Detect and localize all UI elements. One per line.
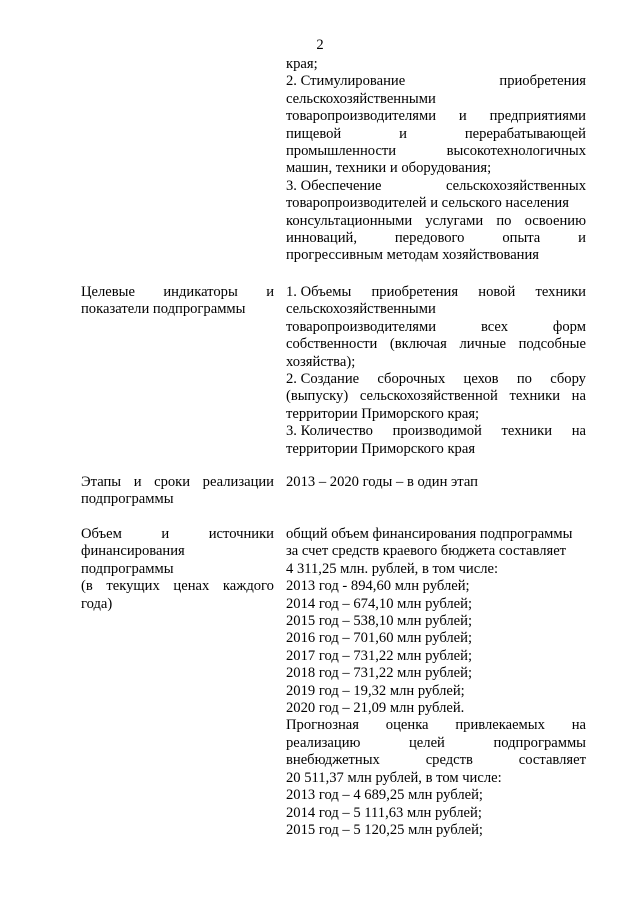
text-fragment: приобретения	[371, 284, 459, 300]
text-fragment: по	[496, 212, 512, 229]
text-line	[286, 319, 586, 336]
text-fragment: высокотехнологичных	[446, 143, 586, 160]
text-fragment: сбору	[550, 371, 586, 388]
text-line	[286, 213, 586, 230]
text-fragment: оценка	[385, 717, 429, 734]
text-line	[286, 247, 586, 264]
text-fragment: передового	[394, 230, 465, 247]
text-fragment: производимой	[392, 423, 482, 440]
text-fragment: Этапы	[81, 474, 122, 490]
text-line	[286, 56, 586, 73]
text-fragment: 2014 год – 5 111,63 млн рублей;	[286, 804, 482, 821]
text-fragment: 2013 – 2020 годы – в один этап	[286, 474, 478, 490]
text-line	[286, 143, 586, 160]
text-fragment: машин, техники и оборудования;	[286, 160, 492, 177]
text-fragment: техники	[509, 388, 561, 405]
text-fragment: освоению	[524, 212, 586, 229]
text-fragment: сельскохозяйственных	[445, 177, 586, 194]
text-fragment: за счет средств краевого бюджета составляет	[286, 543, 567, 560]
text-fragment: и	[133, 474, 142, 490]
text-fragment: индикаторы	[163, 284, 238, 300]
text-line	[81, 578, 274, 595]
text-line	[286, 735, 586, 752]
text-fragment: и	[266, 284, 274, 300]
text-fragment: 2015 год – 538,10 млн рублей;	[286, 613, 473, 630]
text-fragment: источники	[208, 526, 274, 542]
text-fragment: ценах	[173, 578, 210, 595]
text-fragment: новой	[478, 284, 516, 300]
text-fragment: (выпуску)	[286, 388, 349, 405]
text-line	[286, 770, 586, 787]
text-fragment: края;	[286, 56, 318, 72]
text-line	[286, 406, 586, 423]
text-line	[286, 648, 586, 665]
text-line	[286, 630, 586, 647]
text-line	[286, 284, 586, 301]
text-line	[286, 354, 586, 371]
text-fragment: каждого	[222, 578, 274, 595]
text-fragment: финансирования	[81, 543, 185, 560]
text-fragment: внебюджетных	[286, 752, 380, 769]
funding-value	[286, 526, 586, 839]
stages-label	[81, 474, 274, 509]
text-fragment: по	[516, 371, 532, 388]
text-fragment: подпрограммы	[81, 560, 174, 577]
text-line	[286, 596, 586, 613]
text-fragment: на	[571, 388, 586, 405]
text-fragment: форм	[552, 318, 586, 335]
text-fragment: на	[571, 717, 586, 734]
text-line	[286, 178, 586, 195]
text-line	[81, 543, 274, 560]
text-fragment: 1. Объемы	[286, 284, 352, 300]
text-line	[286, 700, 586, 717]
text-fragment: 2016 год – 701,60 млн рублей;	[286, 630, 473, 647]
text-line	[286, 578, 586, 595]
text-line	[286, 230, 586, 247]
text-fragment: реализацию	[286, 734, 361, 751]
text-fragment: консультационными	[286, 212, 413, 229]
text-fragment: на	[571, 423, 586, 440]
text-fragment: подсобные	[518, 336, 586, 353]
text-line	[286, 822, 586, 839]
text-fragment: составляет	[518, 752, 586, 769]
text-line	[286, 301, 586, 318]
text-fragment: промышленности	[286, 143, 397, 160]
text-fragment: 2019 год – 19,32 млн рублей;	[286, 682, 465, 699]
text-fragment: 2018 год – 731,22 млн рублей;	[286, 665, 473, 682]
text-line	[286, 613, 586, 630]
text-fragment: 2017 год – 731,22 млн рублей;	[286, 647, 473, 664]
text-line	[81, 491, 274, 508]
text-fragment: товаропроизводителями	[286, 108, 437, 125]
text-fragment: показатели подпрограммы	[81, 301, 246, 318]
text-fragment: года)	[81, 595, 113, 612]
text-line	[81, 301, 274, 318]
text-fragment: 2014 год – 674,10 млн рублей;	[286, 595, 473, 612]
text-line	[286, 91, 586, 108]
text-fragment: и	[161, 526, 170, 542]
text-fragment: личные	[459, 336, 506, 353]
text-fragment: собственности	[286, 336, 378, 353]
text-fragment: реализации	[202, 474, 274, 490]
text-fragment: общий объем финансирования подпрограммы	[286, 526, 573, 542]
text-line	[286, 73, 586, 90]
text-fragment: сельскохозяйственными	[286, 90, 436, 107]
text-fragment: товаропроизводителей и сельского населения	[286, 195, 569, 212]
text-fragment: 2. Создание	[286, 371, 360, 388]
text-fragment: сельскохозяйственной	[359, 388, 498, 405]
text-fragment: средств	[425, 752, 473, 769]
text-fragment: сельскохозяйственными	[286, 301, 436, 318]
text-fragment: 3. Обеспечение	[286, 177, 382, 194]
text-fragment: 2020 год – 21,09 млн рублей.	[286, 700, 465, 717]
text-line	[286, 423, 586, 440]
text-line	[286, 665, 586, 682]
text-line	[81, 596, 274, 613]
text-fragment: текущих	[106, 578, 160, 595]
text-line	[286, 160, 586, 177]
text-line	[286, 543, 586, 560]
text-fragment: пищевой	[286, 125, 342, 142]
text-fragment: техники	[501, 423, 553, 440]
text-fragment: Объем	[81, 526, 122, 542]
text-fragment: 20 511,37 млн рублей, в том числе:	[286, 769, 502, 786]
text-fragment: услугами	[425, 212, 484, 229]
text-fragment: территории Приморского края	[286, 440, 476, 457]
text-line	[286, 336, 586, 353]
text-fragment: 2013 год – 4 689,25 млн рублей;	[286, 787, 483, 804]
indicators-value	[286, 284, 586, 458]
text-fragment: перерабатывающей	[464, 125, 586, 142]
text-fragment: и	[399, 125, 407, 142]
page-number: 2	[316, 37, 324, 53]
text-line	[286, 474, 586, 491]
text-fragment: подпрограммы	[81, 491, 174, 508]
text-line	[286, 195, 586, 212]
text-fragment: хозяйства);	[286, 353, 356, 370]
text-fragment: целей	[409, 734, 445, 751]
text-line	[81, 284, 274, 301]
text-fragment: приобретения	[499, 73, 586, 90]
continuation-text	[286, 56, 586, 265]
text-line	[286, 126, 586, 143]
text-line	[286, 717, 586, 734]
text-fragment: цехов	[463, 371, 499, 388]
text-fragment: привлекаемых	[455, 717, 545, 734]
text-line	[286, 526, 586, 543]
text-line	[286, 371, 586, 388]
stages-value	[286, 474, 586, 491]
text-fragment: прогрессивным методам хозяйствования	[286, 247, 540, 264]
text-line	[81, 474, 274, 491]
text-fragment: сроки	[154, 474, 191, 490]
text-line	[81, 526, 274, 543]
text-line	[286, 108, 586, 125]
text-line	[286, 561, 586, 578]
text-fragment: сборочных	[377, 371, 446, 388]
text-line	[286, 441, 586, 458]
text-fragment: 2013 год - 894,60 млн рублей;	[286, 578, 470, 595]
text-fragment: техники	[535, 284, 586, 300]
text-fragment: Прогнозная	[286, 717, 359, 734]
text-fragment: всех	[480, 318, 508, 335]
text-fragment: и	[458, 108, 467, 125]
text-fragment: опыта	[502, 230, 541, 247]
indicators-label	[81, 284, 274, 319]
text-fragment: территории Приморского края;	[286, 405, 480, 422]
text-line	[81, 561, 274, 578]
text-fragment: товаропроизводителями	[286, 318, 437, 335]
text-fragment: и	[578, 230, 586, 247]
funding-label	[81, 526, 274, 613]
text-fragment: (включая	[389, 336, 447, 353]
text-fragment: 2. Стимулирование	[286, 73, 406, 90]
text-fragment: (в	[81, 578, 93, 595]
text-line	[286, 683, 586, 700]
text-fragment: 4 311,25 млн. рублей, в том числе:	[286, 560, 499, 577]
text-fragment: Целевые	[81, 284, 135, 300]
text-fragment: предприятиями	[489, 108, 586, 125]
text-fragment: 3. Количество	[286, 423, 373, 440]
text-line	[286, 388, 586, 405]
text-line	[286, 752, 586, 769]
text-line	[286, 787, 586, 804]
text-fragment: инноваций,	[286, 230, 357, 247]
text-fragment: 2015 год – 5 120,25 млн рублей;	[286, 821, 483, 838]
text-fragment: подпрограммы	[493, 734, 586, 751]
text-line	[286, 805, 586, 822]
